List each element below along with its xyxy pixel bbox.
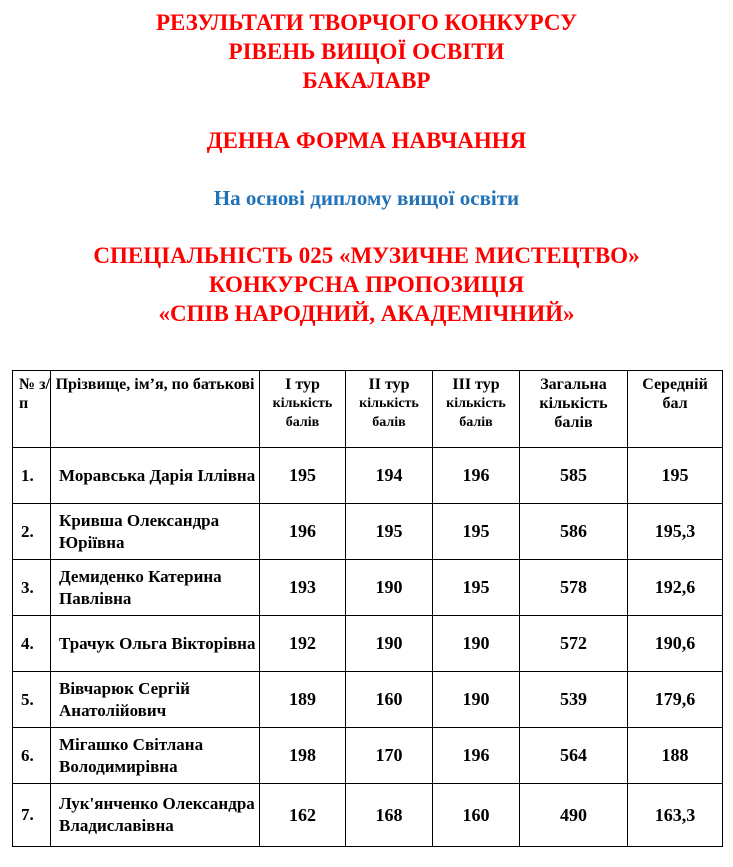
row-name: Мігашко Світлана Володимирівна: [51, 728, 260, 784]
row-average: 188: [628, 728, 723, 784]
round3-title: ІІІ тур: [452, 376, 500, 393]
table-row: [13, 448, 723, 504]
row-total: 585: [520, 448, 628, 504]
round2-sub: кількість балів: [359, 396, 419, 430]
row-index: 5.: [13, 672, 51, 728]
results-table: [12, 370, 723, 847]
row-total: 490: [520, 784, 628, 847]
row-name: Демиденко Катерина Павлівна: [51, 560, 260, 616]
row-average: 190,6: [628, 616, 723, 672]
row-round1: 189: [260, 672, 346, 728]
title-block: [0, 8, 733, 95]
row-round2: 168: [346, 784, 433, 847]
col-header-index: № з/п: [13, 371, 51, 448]
row-name: Моравська Дарія Іллівна: [51, 448, 260, 504]
row-name: Лук'янченко Олександра Владиславівна: [51, 784, 260, 847]
col-header-name: Прізвище, ім’я, по батькові: [51, 371, 260, 448]
table-row: [13, 616, 723, 672]
row-index: 6.: [13, 728, 51, 784]
row-name: Трачук Ольга Вікторівна: [51, 616, 260, 672]
row-round3: 160: [433, 784, 520, 847]
basis-heading: На основі диплому вищої освіти: [213, 186, 520, 210]
row-name: Вівчарюк Сергій Анатолійович: [51, 672, 260, 728]
title-line-level: РІВЕНЬ ВИЩОЇ ОСВІТИ: [228, 39, 505, 64]
round2-title: ІІ тур: [368, 376, 410, 393]
row-average: 192,6: [628, 560, 723, 616]
row-round3: 196: [433, 448, 520, 504]
table-row: [13, 784, 723, 847]
specialty-block: [0, 241, 733, 328]
table-row: [13, 560, 723, 616]
row-average: 195: [628, 448, 723, 504]
row-round2: 195: [346, 504, 433, 560]
row-round1: 198: [260, 728, 346, 784]
row-round1: 192: [260, 616, 346, 672]
row-average: 179,6: [628, 672, 723, 728]
round1-sub: кількість балів: [272, 396, 333, 430]
study-form-heading: ДЕННА ФОРМА НАВЧАННЯ: [206, 128, 527, 153]
row-round1: 193: [260, 560, 346, 616]
proposal-name-line: «СПІВ НАРОДНИЙ, АКАДЕМІЧНИЙ»: [158, 301, 575, 326]
col-header-average: Середній бал: [628, 371, 723, 448]
table-row: [13, 728, 723, 784]
row-index: 4.: [13, 616, 51, 672]
specialty-line: СПЕЦІАЛЬНІСТЬ 025 «МУЗИЧНЕ МИСТЕЦТВО»: [93, 243, 640, 268]
row-round3: 196: [433, 728, 520, 784]
proposal-line: КОНКУРСНА ПРОПОЗИЦІЯ: [208, 272, 525, 297]
row-name: Кривша Олександра Юріївна: [51, 504, 260, 560]
row-round1: 195: [260, 448, 346, 504]
row-average: 195,3: [628, 504, 723, 560]
row-round2: 190: [346, 560, 433, 616]
row-index: 1.: [13, 448, 51, 504]
row-round1: 162: [260, 784, 346, 847]
row-index: 2.: [13, 504, 51, 560]
row-round3: 190: [433, 616, 520, 672]
row-round3: 195: [433, 560, 520, 616]
row-round3: 195: [433, 504, 520, 560]
title-line-results: РЕЗУЛЬТАТИ ТВОРЧОГО КОНКУРСУ: [155, 10, 578, 35]
row-round2: 160: [346, 672, 433, 728]
table-row: [13, 672, 723, 728]
round1-title: І тур: [285, 376, 320, 393]
row-round1: 196: [260, 504, 346, 560]
round3-sub: кількість балів: [446, 396, 506, 430]
row-average: 163,3: [628, 784, 723, 847]
col-header-round3: [433, 371, 520, 448]
row-total: 539: [520, 672, 628, 728]
row-total: 586: [520, 504, 628, 560]
col-header-round1: [260, 371, 346, 448]
col-header-round2: [346, 371, 433, 448]
row-total: 572: [520, 616, 628, 672]
col-header-total: Загальна кількість балів: [520, 371, 628, 448]
row-index: 3.: [13, 560, 51, 616]
row-round3: 190: [433, 672, 520, 728]
row-total: 578: [520, 560, 628, 616]
title-line-degree: БАКАЛАВР: [302, 68, 431, 93]
table-header-row: [13, 371, 723, 448]
row-round2: 194: [346, 448, 433, 504]
row-total: 564: [520, 728, 628, 784]
row-index: 7.: [13, 784, 51, 847]
row-round2: 190: [346, 616, 433, 672]
row-round2: 170: [346, 728, 433, 784]
table-row: [13, 504, 723, 560]
